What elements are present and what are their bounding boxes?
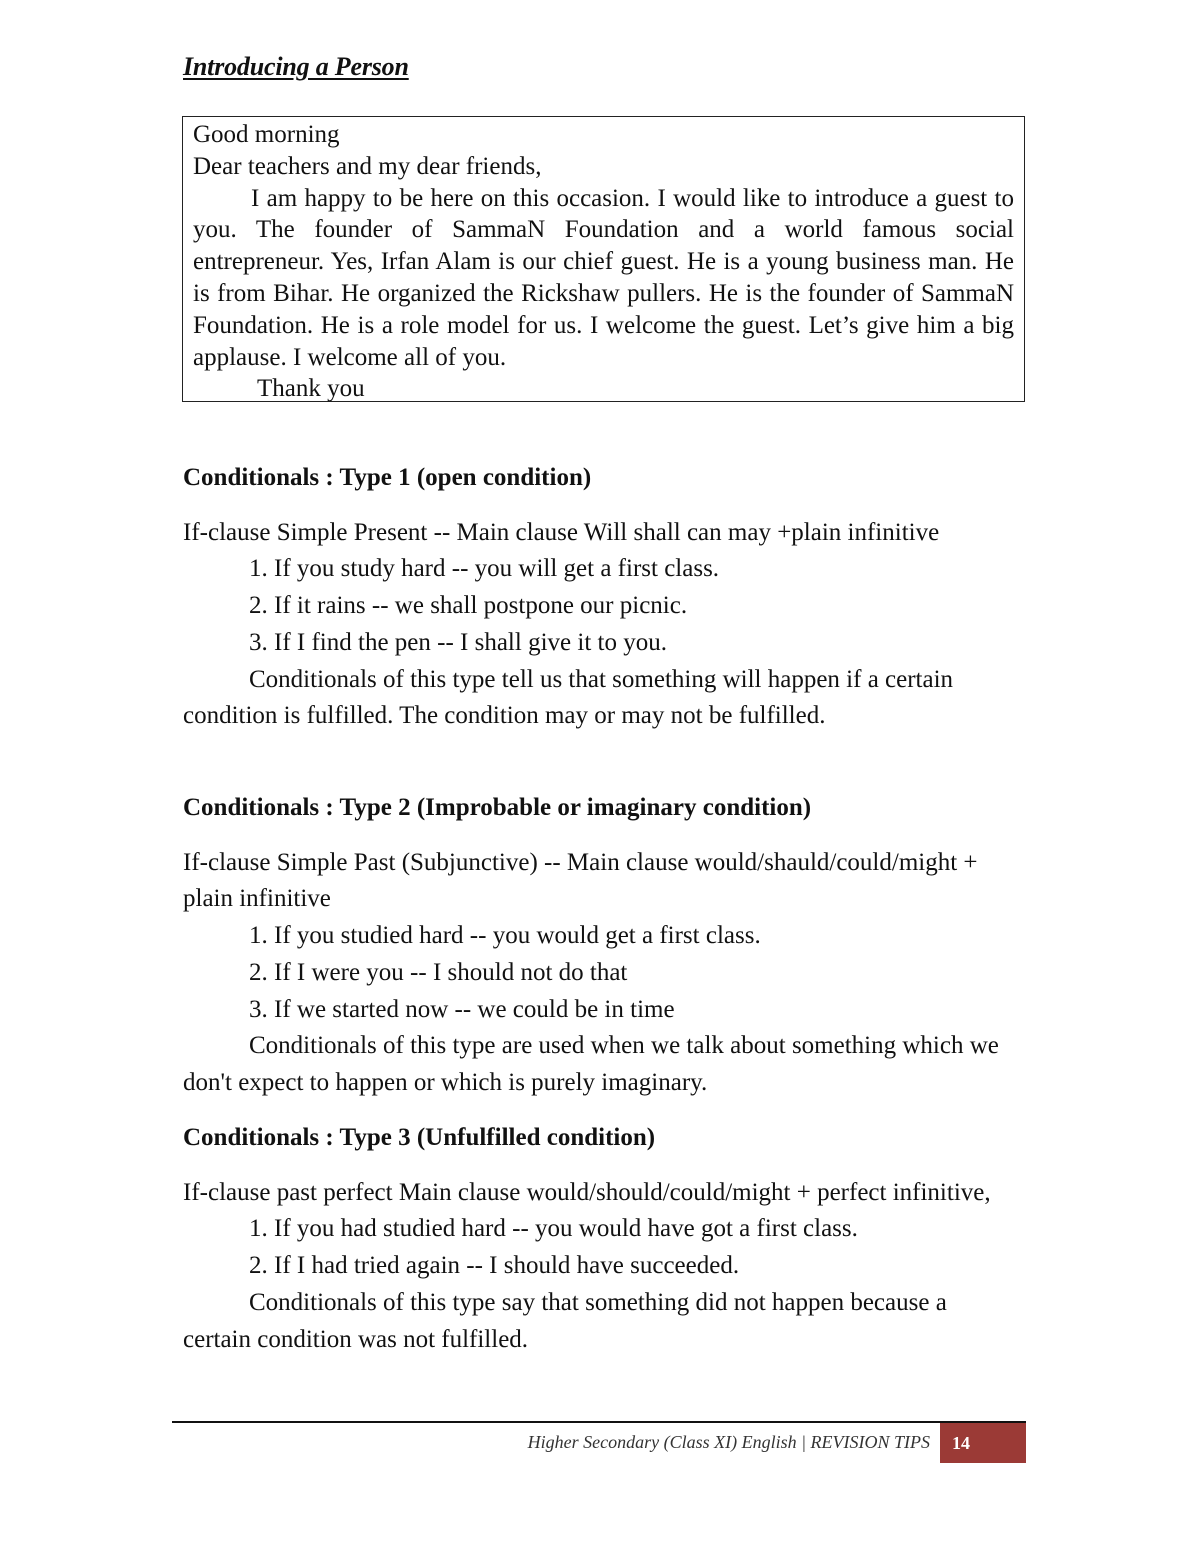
section-heading: Conditionals : Type 1 (open condition) <box>183 464 592 491</box>
speech-greeting: Good morning <box>193 121 340 148</box>
section-note: Conditionals of this type are used when we talk about something which we don't expect to happen or which is purely imaginary. <box>183 1032 999 1096</box>
footer-divider <box>172 1421 1026 1423</box>
example-item: 1. If you had studied hard -- you would have got a first class. <box>249 1215 858 1243</box>
speech-salutation: Dear teachers and my dear friends, <box>193 152 542 180</box>
example-item: 1. If you studied hard -- you would get a first class. <box>249 922 761 950</box>
section-rule: If-clause Simple Present -- Main clause Will shall can may +plain infinitive <box>183 518 940 546</box>
page-number-badge: 14 <box>940 1423 1026 1463</box>
example-item: 1. If you study hard -- you will get a first class. <box>249 555 720 583</box>
footer-text: Higher Secondary (Class XI) English | REVISION TIPS <box>527 1432 930 1452</box>
conditionals-type-3-section <box>183 1120 1013 1358</box>
example-item: 2. If I were you -- I should not do that <box>249 958 628 986</box>
example-item: 3. If we started now -- we could be in time <box>249 995 675 1023</box>
conditionals-type-2-section <box>183 790 1013 1102</box>
page-title: Introducing a Person <box>183 52 409 81</box>
example-item: 2. If I had tried again -- I should have succeeded. <box>249 1252 740 1280</box>
sample-speech-box <box>182 116 1025 402</box>
example-item: 3. If I find the pen -- I shall give it to you. <box>249 628 667 656</box>
section-heading: Conditionals : Type 3 (Unfulfilled condition) <box>183 1124 656 1151</box>
section-note: Conditionals of this type tell us that something will happen if a certain condition is fulfilled. The condition may or may not be fulfilled. <box>183 665 954 730</box>
section-heading: Conditionals : Type 2 (Improbable or imaginary condition) <box>183 794 812 821</box>
conditionals-type-1-section <box>183 460 1013 735</box>
example-item: 2. If it rains -- we shall postpone our picnic. <box>249 592 688 620</box>
section-rule: If-clause past perfect Main clause would/should/could/might + perfect infinitive, <box>183 1178 991 1206</box>
section-note: Conditionals of this type say that something did not happen because a certain condition was not fulfilled. <box>183 1288 947 1353</box>
speech-body: I am happy to be here on this occasion. I would like to introduce a guest to you. The founder of SammaN Foundation and a world famous social entrepreneur. Yes, Irfan Alam is our chief guest. He is a young business man. He is from Bihar. He organized the Rickshaw pullers. He is the founder of SammaN Foundation. He is a role model for us. I welcome the guest. Let’s give him a big applause. I welcome all of you. <box>193 184 1014 371</box>
speech-closing: Thank you <box>257 375 365 403</box>
section-rule: If-clause Simple Past (Subjunctive) -- Main clause would/shauld/could/might + plain infinitive <box>183 848 978 913</box>
